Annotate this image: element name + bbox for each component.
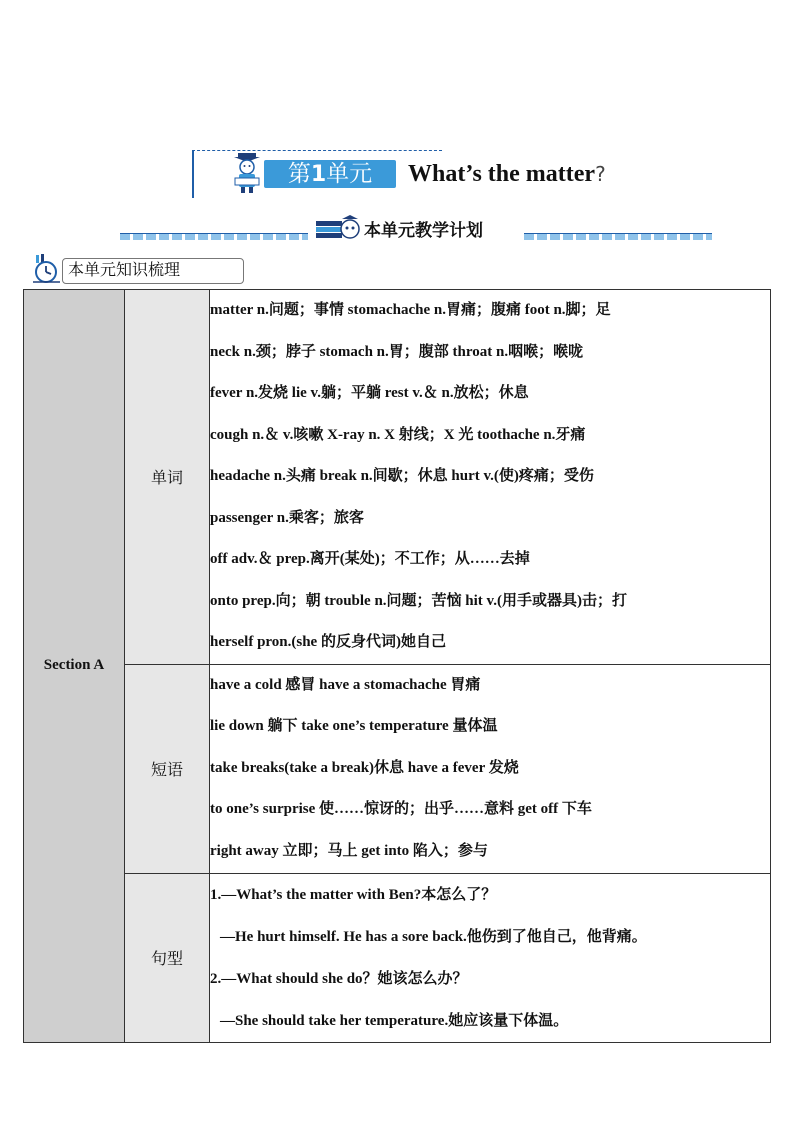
category-sentences: 句型 xyxy=(125,873,210,1042)
student-mascot-icon xyxy=(230,150,264,194)
list-item: take breaks(take a break)休息 have a fever 发烧 xyxy=(210,759,519,776)
category-phrases: 短语 xyxy=(125,664,210,873)
teaching-plan-banner xyxy=(120,212,712,242)
list-item: cough n.＆ v.咳嗽 X-ray n. X 射线；X 光 toothache n.牙痛 xyxy=(210,426,586,443)
table-row xyxy=(24,873,771,1042)
list-item: 2.—What should she do？她该怎么办？ xyxy=(210,970,468,987)
unit-suffix: 单元 xyxy=(326,161,373,187)
sentences-content xyxy=(210,873,771,1042)
banner-stripe-right xyxy=(524,234,712,240)
clock-icon xyxy=(30,254,62,284)
header-frame-edge xyxy=(192,150,194,198)
list-item: fever n.发烧 lie v.躺；平躺 rest v.＆ n.放松；休息 xyxy=(210,385,529,401)
banner-stripe-left xyxy=(120,234,308,240)
category-vocabulary: 单词 xyxy=(125,290,210,665)
list-item: —He hurt himself. He has a sore back.他伤到了他自己，他背痛。 xyxy=(220,928,647,945)
table-row xyxy=(24,664,771,873)
unit-prefix: 第 xyxy=(287,161,311,187)
vocabulary-content xyxy=(210,290,771,665)
books-owl-icon xyxy=(314,213,360,241)
unit-header xyxy=(192,150,652,198)
list-item: right away 立即；马上 get into 陷入；参与 xyxy=(210,842,488,859)
list-item: to one’s surprise 使……惊讶的；出乎……意料 get off 下车 xyxy=(210,801,592,818)
list-item: headache n.头痛 break n.间歇；休息 hurt v.(使)疼痛；受伤 xyxy=(210,468,594,484)
list-item: off adv.＆ prep.离开(某处)；不工作；从……去掉 xyxy=(210,551,530,567)
list-item: passenger n.乘客；旅客 xyxy=(210,509,364,526)
unit-title-mark: ? xyxy=(595,162,606,186)
table-row xyxy=(24,290,771,665)
list-item: —She should take her temperature.她应该量下体温。 xyxy=(220,1012,569,1029)
unit-number-badge xyxy=(264,160,396,188)
phrases-content xyxy=(210,664,771,873)
unit-number: 1 xyxy=(310,162,327,187)
list-item: have a cold 感冒 have a stomachache 胃痛 xyxy=(210,676,481,693)
list-item: matter n.问题；事情 stomachache n.胃痛；腹痛 foot n.脚；足 xyxy=(210,302,611,318)
knowledge-table xyxy=(23,289,771,1043)
list-item: 1.—What’s the matter with Ben?本怎么了？ xyxy=(210,886,497,903)
unit-title xyxy=(408,158,606,190)
knowledge-summary-label: 本单元知识梳理 xyxy=(68,260,181,279)
list-item: lie down 躺下 take one’s temperature 量体温 xyxy=(210,718,498,735)
list-item: herself pron.(she 的反身代词)她自己 xyxy=(210,634,446,650)
unit-title-text: What’s the matter xyxy=(408,161,596,187)
teaching-plan-label: 本单元教学计划 xyxy=(364,221,483,241)
list-item: onto prep.向；朝 trouble n.问题；苦恼 hit v.(用手或器具)击；打 xyxy=(210,592,627,609)
section-cell: Section A xyxy=(24,290,125,1043)
list-item: neck n.颈；脖子 stomach n.胃；腹部 throat n.咽喉；喉咙 xyxy=(210,343,584,360)
